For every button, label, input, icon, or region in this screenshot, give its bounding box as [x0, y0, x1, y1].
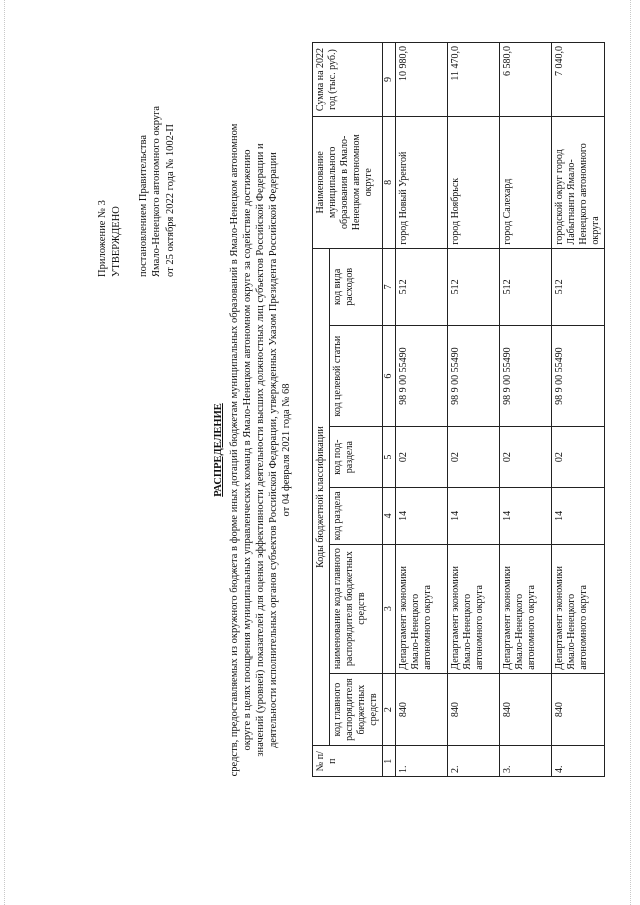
- cell-amount: 10 980,0: [396, 43, 448, 117]
- cell-amount: 6 580,0: [500, 43, 552, 117]
- approval-block: [96, 32, 177, 277]
- header-admin-name: наименование кода главного распорядителя бюджетных средств: [330, 544, 383, 673]
- cell-admin-code: 840: [552, 673, 605, 746]
- table-row: [448, 43, 500, 777]
- header-classification-codes: Коды бюджетной классификации: [313, 248, 330, 746]
- cell-expense: 512: [552, 248, 605, 326]
- heading-line: значений (уровней) показателей для оценки эффективности деятельности высших должностных лиц субъектов Российской Федерации и: [255, 143, 266, 757]
- cell-target: 98 9 00 55490: [396, 326, 448, 427]
- distribution-table: [312, 42, 605, 777]
- decree-line: постановлением Правительства: [137, 134, 149, 277]
- cell-expense: 512: [448, 248, 500, 326]
- table-header-row: [313, 43, 330, 777]
- document-heading: [212, 35, 293, 865]
- column-number: 3: [383, 544, 396, 673]
- header-admin-code: код главного распорядителя бюджетных средств: [330, 673, 383, 746]
- column-number: 4: [383, 488, 396, 544]
- column-number: 7: [383, 248, 396, 326]
- cell-no: 1.: [396, 746, 448, 777]
- column-number: 5: [383, 427, 396, 488]
- cell-target: 98 9 00 55490: [448, 326, 500, 427]
- cell-amount: 7 040,0: [552, 43, 605, 117]
- cell-section: 14: [552, 488, 605, 544]
- cell-municipality: город Салехард: [500, 117, 552, 249]
- header-expense: код вида расходов: [330, 248, 383, 326]
- header-target: код целевой статьи: [330, 326, 383, 427]
- cell-admin-code: 840: [448, 673, 500, 746]
- appendix-label: Приложение № 3: [97, 200, 108, 277]
- cell-no: 3.: [500, 746, 552, 777]
- document-title: РАСПРЕДЕЛЕНИЕ: [213, 403, 224, 497]
- cell-no: 4.: [552, 746, 605, 777]
- cell-section: 14: [500, 488, 552, 544]
- column-number: 6: [383, 326, 396, 427]
- cell-admin-name: Департамент экономики Ямало-Ненецкого автономного округа: [552, 544, 605, 673]
- cell-admin-name: Департамент экономики Ямало-Ненецкого автономного округа: [500, 544, 552, 673]
- decree-line: Ямало-Ненецкого автономного округа: [151, 105, 162, 277]
- header-subsection: код под-раздела: [330, 427, 383, 488]
- approved-label: УТВЕРЖДЕНО: [110, 206, 122, 277]
- heading-line: средств, предоставляемых из окружного бюджета в форме иных дотаций бюджетам муниципальных образований в Ямало-Ненецком автономном: [229, 123, 240, 777]
- cell-municipality: городской округ город Лабытнанги Ямало-Ненецкого автономного округа: [552, 117, 605, 249]
- table-row: [396, 43, 448, 777]
- cell-section: 14: [396, 488, 448, 544]
- header-municipality: Наименование муниципального образования в Ямало-Ненецком автономном округе: [313, 117, 383, 249]
- cell-amount: 11 470,0: [448, 43, 500, 117]
- cell-municipality: город Новый Уренгой: [396, 117, 448, 249]
- column-number: 9: [383, 43, 396, 117]
- cell-subsection: 02: [396, 427, 448, 488]
- cell-target: 98 9 00 55490: [500, 326, 552, 427]
- header-no: № п/п: [313, 746, 383, 777]
- column-number: 8: [383, 117, 396, 249]
- cell-admin-code: 840: [396, 673, 448, 746]
- cell-subsection: 02: [448, 427, 500, 488]
- cell-expense: 512: [500, 248, 552, 326]
- cell-section: 14: [448, 488, 500, 544]
- cell-no: 2.: [448, 746, 500, 777]
- heading-line: от 04 февраля 2021 года № 68: [281, 383, 292, 517]
- cell-subsection: 02: [500, 427, 552, 488]
- heading-line: округе в целях поощрения муниципальных управленческих команд в Ямало-Ненецком автономном округе за содействие достижению: [242, 149, 253, 751]
- cell-municipality: город Ноябрьск: [448, 117, 500, 249]
- cell-target: 98 9 00 55490: [552, 326, 605, 427]
- cell-admin-code: 840: [500, 673, 552, 746]
- table-row: [500, 43, 552, 777]
- header-amount: Сумма на 2022 год (тыс. руб.): [313, 43, 383, 117]
- column-number: 1: [383, 746, 396, 777]
- table-row: [552, 43, 605, 777]
- column-number: 2: [383, 673, 396, 746]
- cell-admin-name: Департамент экономики Ямало-Ненецкого автономного округа: [396, 544, 448, 673]
- header-section: код раздела: [330, 488, 383, 544]
- cell-admin-name: Департамент экономики Ямало-Ненецкого автономного округа: [448, 544, 500, 673]
- heading-line: деятельности исполнительных органов субъектов Российской Федерации, утвержденных Указом Президента Российской Федерации: [268, 152, 279, 748]
- cell-expense: 512: [396, 248, 448, 326]
- decree-line: от 25 октября 2022 года № 1002-П: [164, 124, 176, 277]
- column-number-row: [383, 43, 396, 777]
- cell-subsection: 02: [552, 427, 605, 488]
